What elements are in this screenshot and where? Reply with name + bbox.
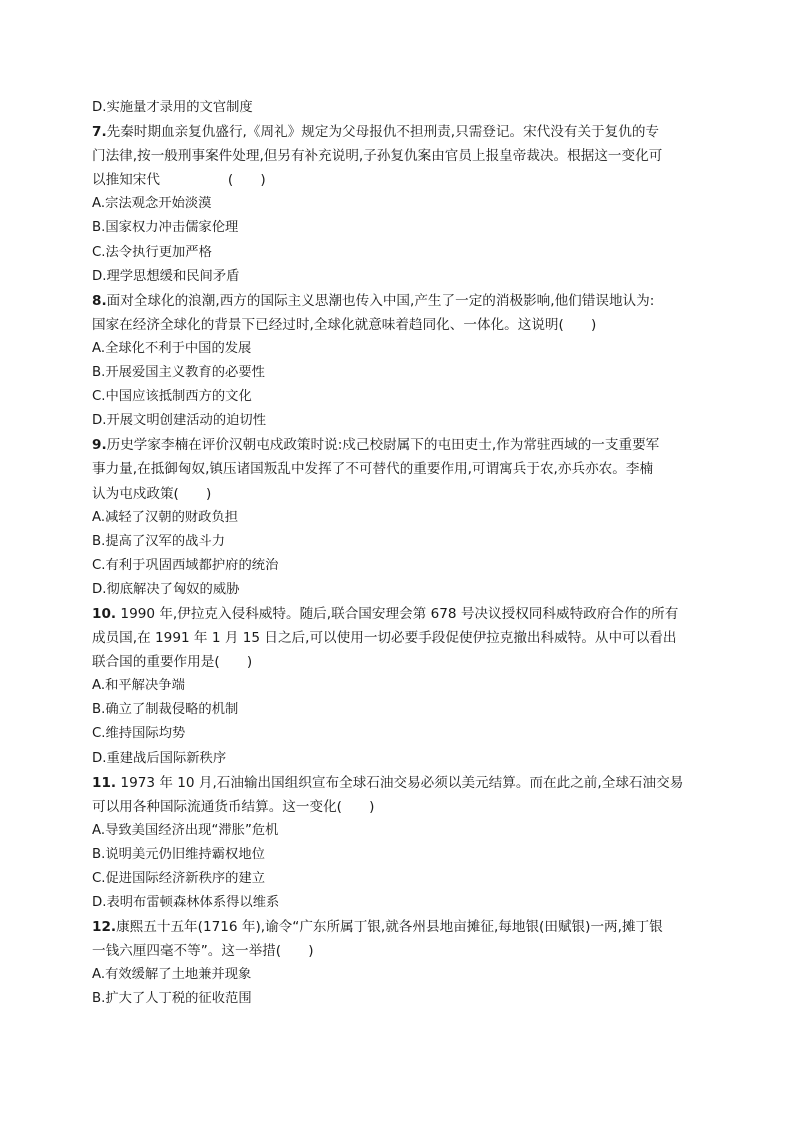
question-text-line [92, 433, 702, 457]
answer-option [92, 192, 702, 216]
stem-text: 成员国,在 1991 年 1 月 15 日之后,可以使用一切必要手段促使伊拉克撤出科威特。从中可以看出 [92, 630, 677, 647]
answer-option [92, 963, 702, 987]
option-text: D.表明布雷顿森林体系得以维系 [92, 895, 280, 911]
question-number: 11. [92, 774, 117, 791]
answer-option [92, 891, 702, 915]
stem-text: 面对全球化的浪潮,西方的国际主义思潮也传入中国,产生了一定的消极影响,他们错误地认为: [106, 292, 655, 309]
answer-option [92, 265, 702, 289]
question-number: 8. [92, 292, 107, 309]
answer-option [92, 241, 702, 265]
option-text: D.实施量才录用的文官制度 [92, 100, 253, 115]
answer-option [92, 987, 702, 1011]
question-text-line [92, 650, 702, 674]
question-text-line [92, 120, 702, 144]
question-text-line [92, 626, 702, 650]
question-text-line [92, 289, 702, 313]
answer-option [92, 337, 702, 361]
stem-text: 一钱六厘四毫不等”。这一举措( ) [92, 943, 314, 960]
question-text-line [92, 602, 702, 626]
stem-text: 可以用各种国际流通货币结算。这一变化( ) [92, 798, 375, 815]
option-text: A.宗法观念开始淡漠 [92, 196, 212, 212]
option-text: B.扩大了人丁税的征收范围 [92, 991, 252, 1007]
option-text: C.维持国际均势 [92, 726, 186, 742]
option-text: A.和平解决争端 [92, 678, 185, 694]
question-text-line [92, 795, 702, 819]
answer-option [92, 747, 702, 771]
answer-option [92, 361, 702, 385]
option-text: D.开展文明创建活动的迫切性 [92, 413, 267, 429]
answer-option [92, 674, 702, 698]
question-number: 10. [92, 605, 117, 622]
option-text: B.提高了汉军的战斗力 [92, 533, 226, 549]
stem-text: 以推知宋代 ( ) [92, 172, 266, 189]
answer-option [92, 409, 702, 433]
question-text-line [92, 939, 702, 963]
question-number: 7. [92, 124, 107, 141]
stem-text: 认为屯戍政策( ) [92, 485, 212, 502]
question-text-line [92, 144, 702, 168]
question-text-line [92, 313, 702, 337]
answer-option [92, 385, 702, 409]
option-text: B.开展爱国主义教育的必要性 [92, 365, 265, 381]
option-text: B.确立了制裁侵略的机制 [92, 702, 239, 718]
answer-option [92, 722, 702, 746]
answer-option [92, 530, 702, 554]
option-text: C.中国应该抵制西方的文化 [92, 389, 252, 405]
question-text-line [92, 915, 702, 939]
answer-option [92, 506, 702, 530]
question-text-line [92, 771, 702, 795]
answer-option [92, 578, 702, 602]
exam-questions [92, 96, 702, 1012]
option-text: D.重建战后国际新秩序 [92, 750, 227, 766]
question-number: 9. [92, 437, 107, 454]
stem-text: 国家在经济全球化的背景下已经过时,全球化就意味着趋同化、一体化。这说明( ) [92, 316, 597, 333]
option-text: D.理学思想缓和民间矛盾 [92, 268, 240, 284]
question-number: 12. [92, 919, 117, 936]
answer-option [92, 554, 702, 578]
stem-text: 先秦时期血亲复仇盛行,《周礼》规定为父母报仇不担刑责,只需登记。宋代没有关于复仇的专 [106, 124, 660, 141]
option-text: A.全球化不利于中国的发展 [92, 340, 252, 356]
option-text: A.减轻了汉朝的财政负担 [92, 509, 239, 525]
answer-option [92, 698, 702, 722]
option-text: D.彻底解决了匈奴的威胁 [92, 581, 240, 597]
stem-text: 联合国的重要作用是( ) [92, 654, 253, 671]
stem-text: 历史学家李楠在评价汉朝屯戍政策时说:戍己校尉属下的屯田吏士,作为常驻西域的一支重要军 [106, 437, 660, 454]
option-text: B.国家权力冲击儒家伦理 [92, 220, 239, 236]
answer-option [92, 216, 702, 240]
option-text: C.有利于巩固西域都护府的统治 [92, 557, 279, 573]
option-text: A.导致美国经济出现“滞胀”危机 [92, 822, 279, 838]
stem-text: 事力量,在抵御匈奴,镇压诸国叛乱中发挥了不可替代的重要作用,可谓寓兵于农,亦兵亦农。李楠 [92, 461, 654, 478]
answer-option [92, 843, 702, 867]
stem-text: 门法律,按一般刑事案件处理,但另有补充说明,子孙复仇案由官员上报皇帝裁决。根据这一变化可 [92, 148, 663, 165]
option-text: A.有效缓解了土地兼并现象 [92, 967, 252, 983]
stem-text: 1990 年,伊拉克入侵科威特。随后,联合国安理会第 678 号决议授权同科威特政府合作的所有 [116, 605, 679, 622]
question-text-line [92, 457, 702, 481]
stem-text: 康熙五十五年(1716 年),谕令“广东所属丁银,就各州县地亩摊征,每地银(田赋银)一两,摊丁银 [116, 919, 663, 936]
question-text-line [92, 482, 702, 506]
option-text: B.说明美元仍旧维持霸权地位 [92, 846, 265, 862]
option-text: C.促进国际经济新秩序的建立 [92, 871, 266, 886]
answer-option [92, 96, 702, 120]
stem-text: 1973 年 10 月,石油输出国组织宣布全球石油交易必须以美元结算。而在此之前,全球石油交易 [116, 774, 684, 791]
answer-option [92, 867, 702, 891]
question-text-line [92, 168, 702, 192]
answer-option [92, 819, 702, 843]
option-text: C.法令执行更加严格 [92, 244, 212, 260]
